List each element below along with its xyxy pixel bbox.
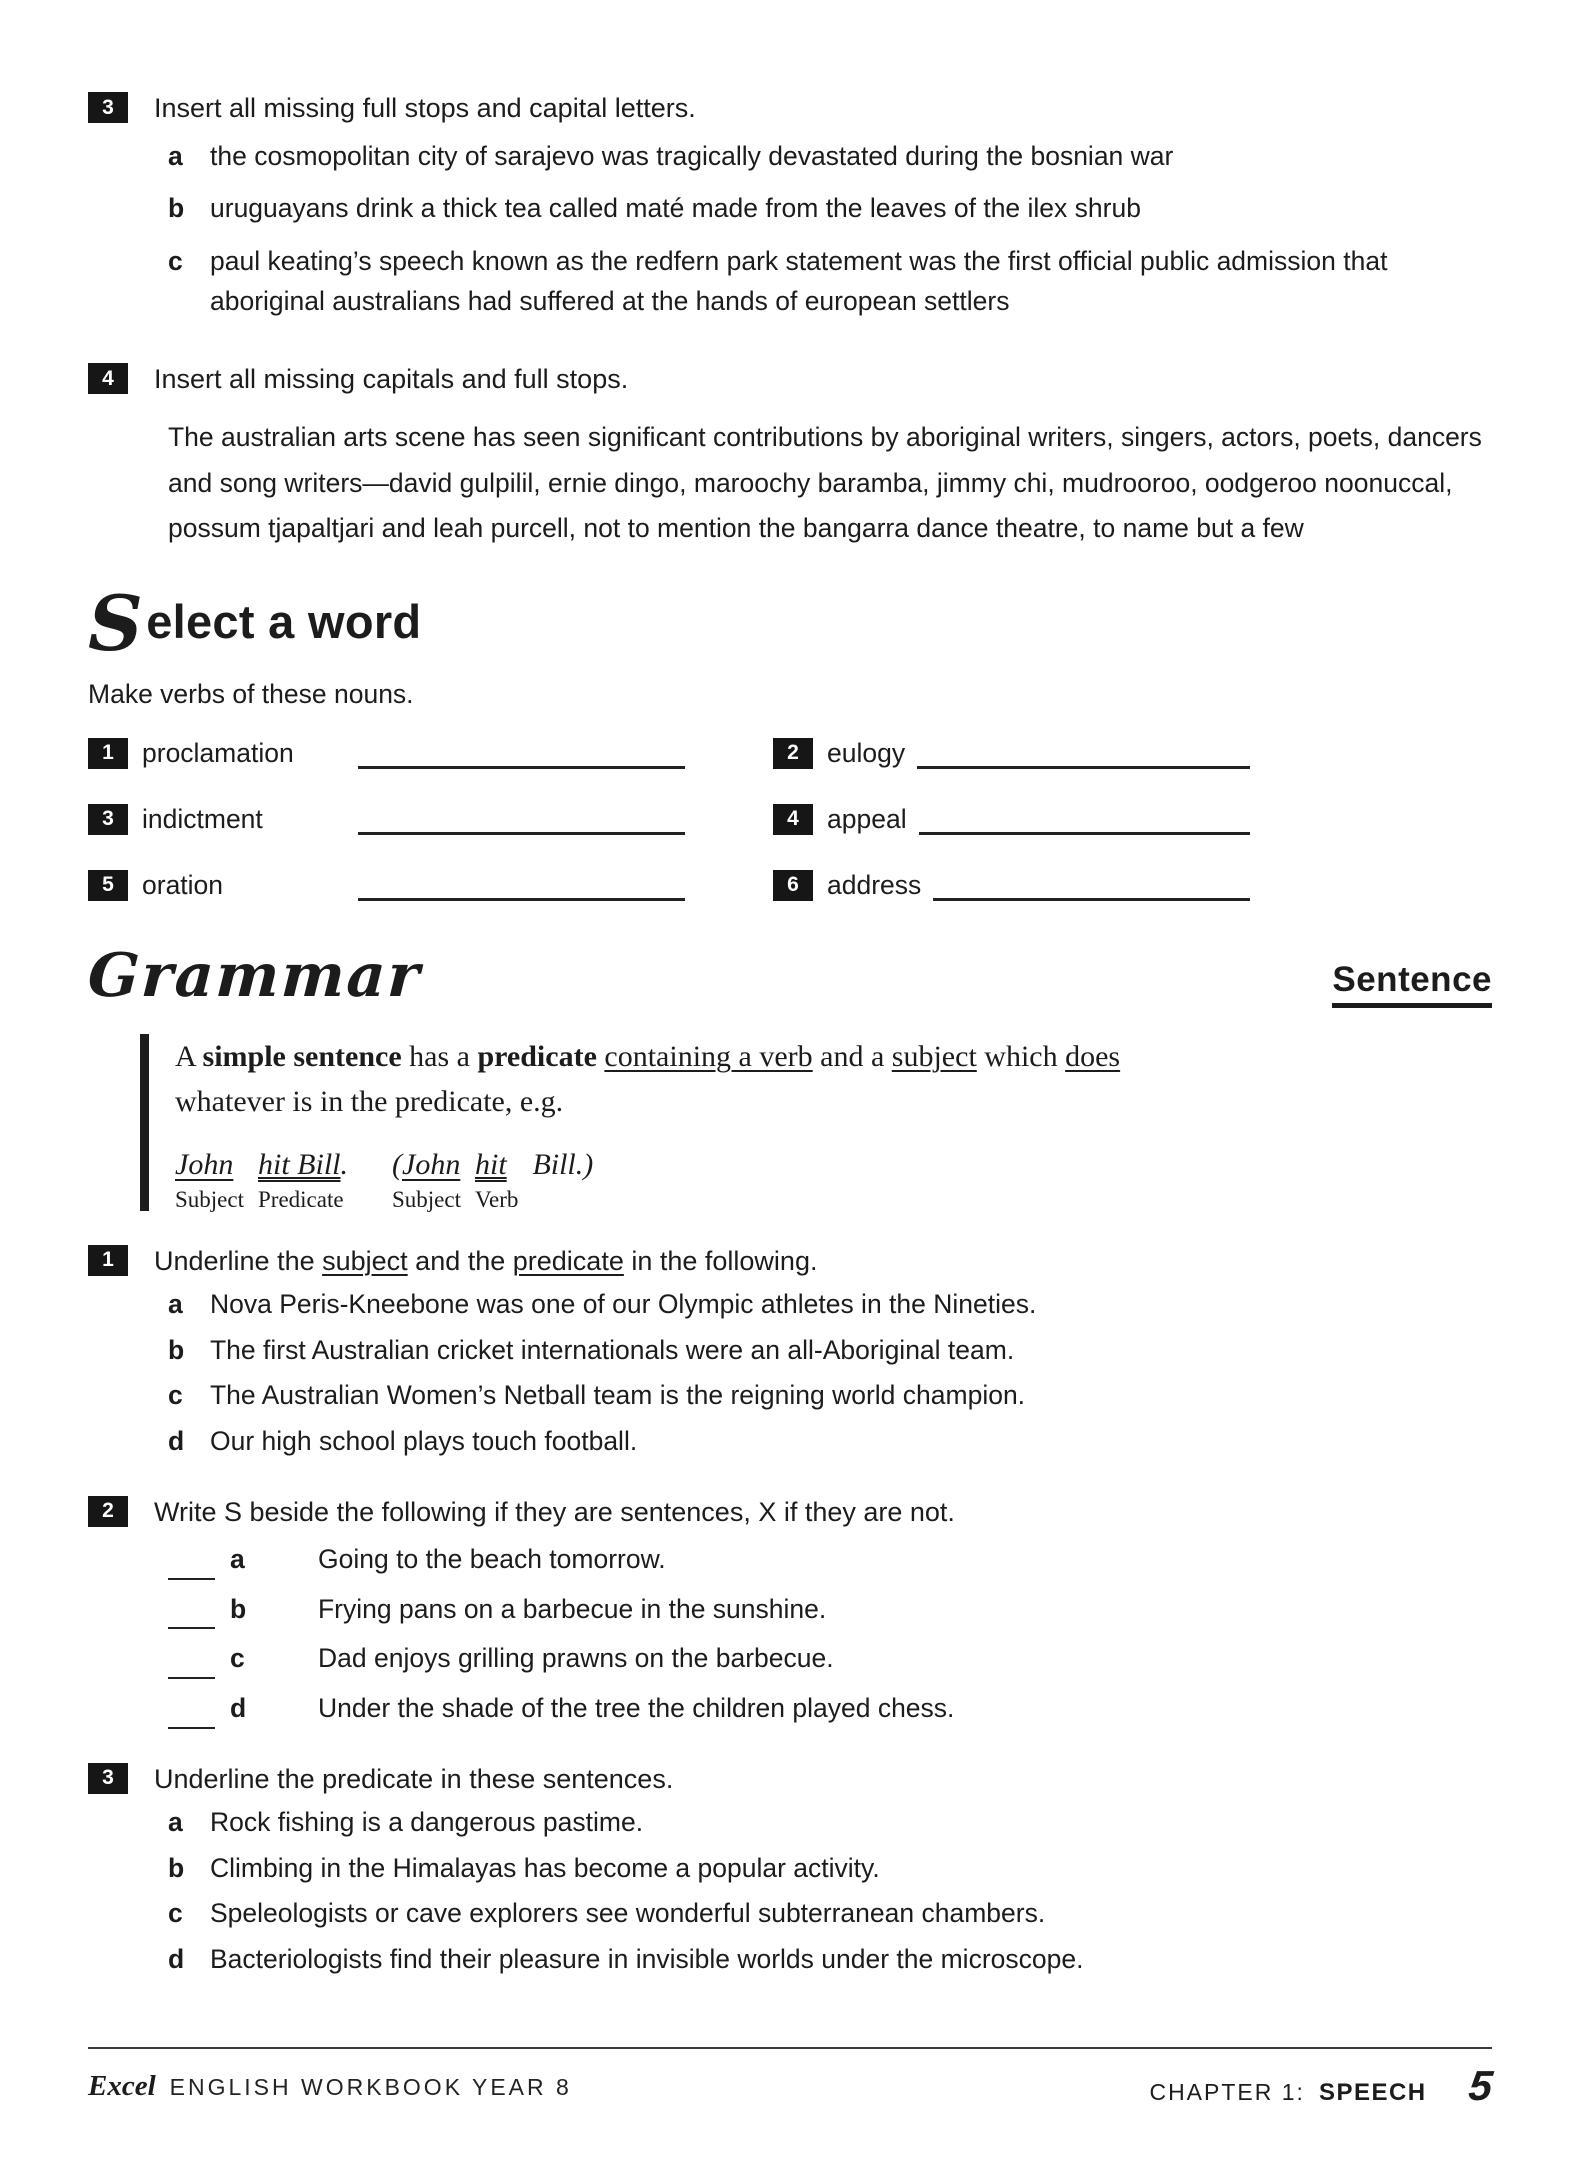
exercise-number-badge: 4 bbox=[88, 363, 128, 394]
example-part bbox=[532, 1148, 593, 1211]
item-text: uruguayans drink a thick tea called maté made from the leaves of the ilex shrub bbox=[210, 193, 1141, 224]
example-word: John bbox=[175, 1147, 234, 1181]
exercise-item bbox=[168, 1803, 1492, 1843]
item-letter: a bbox=[168, 141, 183, 171]
select-instruction: Make verbs of these nouns. bbox=[88, 678, 414, 709]
example-part bbox=[258, 1148, 348, 1211]
excel-logo: Excel bbox=[88, 2069, 156, 2102]
item-letter: b bbox=[168, 1334, 185, 1365]
item-letter: d bbox=[168, 1944, 185, 1975]
noun-row bbox=[88, 738, 1492, 769]
noun-item bbox=[88, 738, 685, 769]
item-text: Climbing in the Himalayas has become a popular activity. bbox=[210, 1852, 880, 1883]
instruction-segment: Underline the bbox=[154, 1245, 323, 1276]
example-sentence bbox=[175, 1148, 1135, 1211]
instruction-segment: in the following. bbox=[623, 1245, 818, 1276]
answer-blank bbox=[168, 1652, 215, 1679]
exercise-item bbox=[168, 241, 1492, 322]
exercise-number-badge: 2 bbox=[88, 1496, 128, 1527]
instruction-segment: and the bbox=[407, 1245, 513, 1276]
item-letter: b bbox=[230, 1593, 247, 1624]
exercise-header bbox=[88, 1245, 1492, 1277]
noun-item bbox=[88, 870, 685, 901]
exercise-item bbox=[168, 1940, 1492, 1980]
exercise-items bbox=[88, 1540, 1492, 1729]
select-a-word-section bbox=[88, 578, 1492, 901]
rule-segment: and a bbox=[812, 1039, 892, 1073]
item-text: Speleologists or cave explorers see wonderful subterranean chambers. bbox=[210, 1898, 1046, 1929]
rule-box bbox=[140, 1034, 1492, 1211]
item-letter: a bbox=[168, 1806, 183, 1837]
noun-item bbox=[773, 738, 1250, 769]
exercise-instruction: Write S beside the following if they are sentences, X if they are not. bbox=[154, 1496, 955, 1527]
item-letter: d bbox=[230, 1693, 247, 1724]
noun-item bbox=[773, 804, 1250, 835]
example-label: Verb bbox=[475, 1186, 519, 1212]
exercise-item bbox=[168, 1590, 1492, 1630]
item-text: Rock fishing is a dangerous pastime. bbox=[210, 1806, 644, 1837]
rule-content bbox=[149, 1034, 1135, 1211]
answer-blank bbox=[933, 872, 1250, 901]
answer-blank bbox=[168, 1702, 215, 1729]
item-letter: b bbox=[168, 1852, 185, 1883]
item-letter: a bbox=[230, 1543, 245, 1574]
footer-right bbox=[1149, 2062, 1495, 2110]
noun-number-badge: 2 bbox=[773, 738, 813, 769]
exercise-header bbox=[88, 1496, 1492, 1528]
example-word: hit bbox=[475, 1147, 507, 1181]
noun-word: oration bbox=[142, 869, 224, 900]
answer-blank bbox=[917, 740, 1250, 769]
exercise-instruction: Underline the predicate in these sentences. bbox=[154, 1763, 674, 1794]
exercise-item bbox=[168, 188, 1492, 228]
exercise-item bbox=[168, 136, 1492, 176]
noun-number-badge: 4 bbox=[773, 804, 813, 835]
item-text: The first Australian cricket internationals were an all-Aboriginal team. bbox=[210, 1334, 1015, 1365]
instruction-segment-underlined: predicate bbox=[512, 1245, 624, 1276]
example-word: John bbox=[402, 1147, 461, 1181]
grammar-heading: Grammar bbox=[86, 940, 424, 1011]
exercise-instruction: Insert all missing full stops and capital letters. bbox=[154, 93, 696, 123]
noun-row bbox=[88, 804, 1492, 835]
exercise-sentence-or-not bbox=[88, 1496, 1492, 1729]
example-post: . bbox=[340, 1147, 348, 1181]
noun-grid bbox=[88, 738, 1492, 901]
book-title: ENGLISH WORKBOOK YEAR 8 bbox=[169, 2073, 572, 2100]
noun-word: proclamation bbox=[142, 737, 294, 768]
exercise-item bbox=[168, 1285, 1492, 1325]
noun-number-badge: 3 bbox=[88, 804, 128, 835]
item-letter: c bbox=[230, 1643, 245, 1674]
example-part bbox=[175, 1148, 244, 1211]
exercise-capitals bbox=[88, 363, 1492, 552]
item-letter: d bbox=[168, 1426, 185, 1457]
noun-item bbox=[773, 870, 1250, 901]
example-label: Subject bbox=[175, 1186, 244, 1212]
example-part bbox=[392, 1148, 461, 1211]
rule-segment-bold: predicate bbox=[477, 1039, 597, 1073]
exercise-item bbox=[168, 1894, 1492, 1934]
exercise-underline-predicate bbox=[88, 1763, 1492, 1980]
item-letter: a bbox=[168, 1288, 183, 1319]
item-text: paul keating’s speech known as the redfern park statement was the first official public admission that aboriginal australians had suffered at the hands of european settlers bbox=[210, 245, 1388, 316]
exercise-item bbox=[168, 1689, 1492, 1729]
rule-segment: which bbox=[976, 1039, 1066, 1073]
exercise-item bbox=[168, 1849, 1492, 1889]
noun-row bbox=[88, 870, 1492, 901]
item-text: The Australian Women’s Netball team is the reigning world champion. bbox=[210, 1380, 1026, 1411]
answer-blank bbox=[358, 740, 685, 769]
sentence-topic-label: Sentence bbox=[1332, 960, 1492, 1008]
exercise-header bbox=[88, 363, 1492, 395]
exercise-number-badge: 3 bbox=[88, 92, 128, 123]
page-footer bbox=[88, 2047, 1495, 2110]
item-letter: c bbox=[168, 1898, 183, 1929]
rule-vertical-bar bbox=[140, 1034, 149, 1211]
noun-word: indictment bbox=[142, 803, 263, 834]
example-label: Predicate bbox=[258, 1186, 344, 1212]
exercise-full-stops bbox=[88, 92, 1492, 321]
exercise-underline-subject-predicate bbox=[88, 1245, 1492, 1462]
exercise-item bbox=[168, 1376, 1492, 1416]
exercise-paragraph: The australian arts scene has seen significant contributions by aboriginal writers, singers, actors, poets, dancers and song writers—david gulpilil, ernie dingo, maroochy baramba, jimmy chi, mudrooroo, oodgeroo noonuccal, possum tjapaltjari and leah purcell, not to mention the bangarra dance theatre, to name but a few bbox=[168, 422, 1482, 544]
item-text: Going to the beach tomorrow. bbox=[318, 1543, 666, 1574]
noun-number-badge: 5 bbox=[88, 870, 128, 901]
exercise-item bbox=[168, 1331, 1492, 1371]
exercise-header bbox=[88, 92, 1492, 124]
item-letter: b bbox=[168, 193, 185, 224]
rule-definition bbox=[175, 1034, 1135, 1124]
item-text: Dad enjoys grilling prawns on the barbecue. bbox=[318, 1643, 834, 1674]
chapter-name: SPEECH bbox=[1318, 2079, 1427, 2106]
exercise-item bbox=[168, 1540, 1492, 1580]
example-part bbox=[475, 1148, 518, 1211]
noun-number-badge: 1 bbox=[88, 738, 128, 769]
select-a-word-heading: Select a word bbox=[88, 578, 422, 668]
answer-blank bbox=[168, 1602, 215, 1629]
exercise-items bbox=[168, 136, 1492, 321]
chapter-label: CHAPTER 1: bbox=[1149, 2079, 1305, 2105]
noun-word: address bbox=[827, 869, 922, 900]
answer-blank bbox=[358, 806, 685, 835]
page-number: 5 bbox=[1466, 2062, 1495, 2109]
item-text: Our high school plays touch football. bbox=[210, 1426, 638, 1457]
noun-item bbox=[88, 804, 685, 835]
item-text: Frying pans on a barbecue in the sunshine. bbox=[318, 1593, 827, 1624]
exercise-instruction bbox=[154, 1245, 817, 1277]
rule-segment: whatever is in the predicate, e.g. bbox=[175, 1084, 564, 1118]
exercise-number-badge: 3 bbox=[88, 1763, 128, 1794]
example-post: .) bbox=[575, 1147, 594, 1181]
item-text: Under the shade of the tree the children played chess. bbox=[318, 1693, 955, 1724]
noun-word: appeal bbox=[827, 803, 907, 834]
rule-segment-underlined: containing a verb bbox=[604, 1039, 813, 1073]
rule-segment: A bbox=[175, 1039, 203, 1073]
item-letter: c bbox=[168, 245, 183, 276]
exercise-items bbox=[168, 1803, 1492, 1980]
rule-segment-underlined: does bbox=[1065, 1039, 1121, 1073]
grammar-section-header bbox=[86, 940, 1492, 1011]
answer-blank bbox=[358, 872, 685, 901]
rule-segment: has a bbox=[401, 1039, 478, 1073]
example-pre: ( bbox=[392, 1147, 402, 1181]
exercise-instruction: Insert all missing capitals and full stops. bbox=[154, 364, 629, 395]
exercise-items bbox=[168, 1285, 1492, 1462]
item-letter: c bbox=[168, 1380, 183, 1411]
item-text: Nova Peris-Kneebone was one of our Olympic athletes in the Nineties. bbox=[210, 1288, 1037, 1319]
example-label: Subject bbox=[392, 1186, 461, 1212]
example-word: hit Bill bbox=[258, 1147, 341, 1181]
noun-number-badge: 6 bbox=[773, 870, 813, 901]
rule-segment-bold: simple sentence bbox=[202, 1039, 402, 1073]
exercise-item bbox=[168, 1639, 1492, 1679]
exercise-item bbox=[168, 1422, 1492, 1462]
noun-word: eulogy bbox=[827, 737, 906, 768]
answer-blank bbox=[168, 1553, 215, 1580]
example-word: Bill bbox=[532, 1147, 576, 1181]
exercise-header bbox=[88, 1763, 1492, 1795]
answer-blank bbox=[919, 806, 1250, 835]
heading-rest: elect a word bbox=[146, 594, 422, 648]
item-text: Bacteriologists find their pleasure in invisible worlds under the microscope. bbox=[210, 1944, 1084, 1975]
rule-segment-underlined: subject bbox=[891, 1039, 977, 1073]
footer-left bbox=[88, 2070, 572, 2103]
item-text: the cosmopolitan city of sarajevo was tragically devastated during the bosnian war bbox=[210, 141, 1174, 171]
instruction-segment-underlined: subject bbox=[322, 1245, 408, 1276]
exercise-number-badge: 1 bbox=[88, 1245, 128, 1276]
